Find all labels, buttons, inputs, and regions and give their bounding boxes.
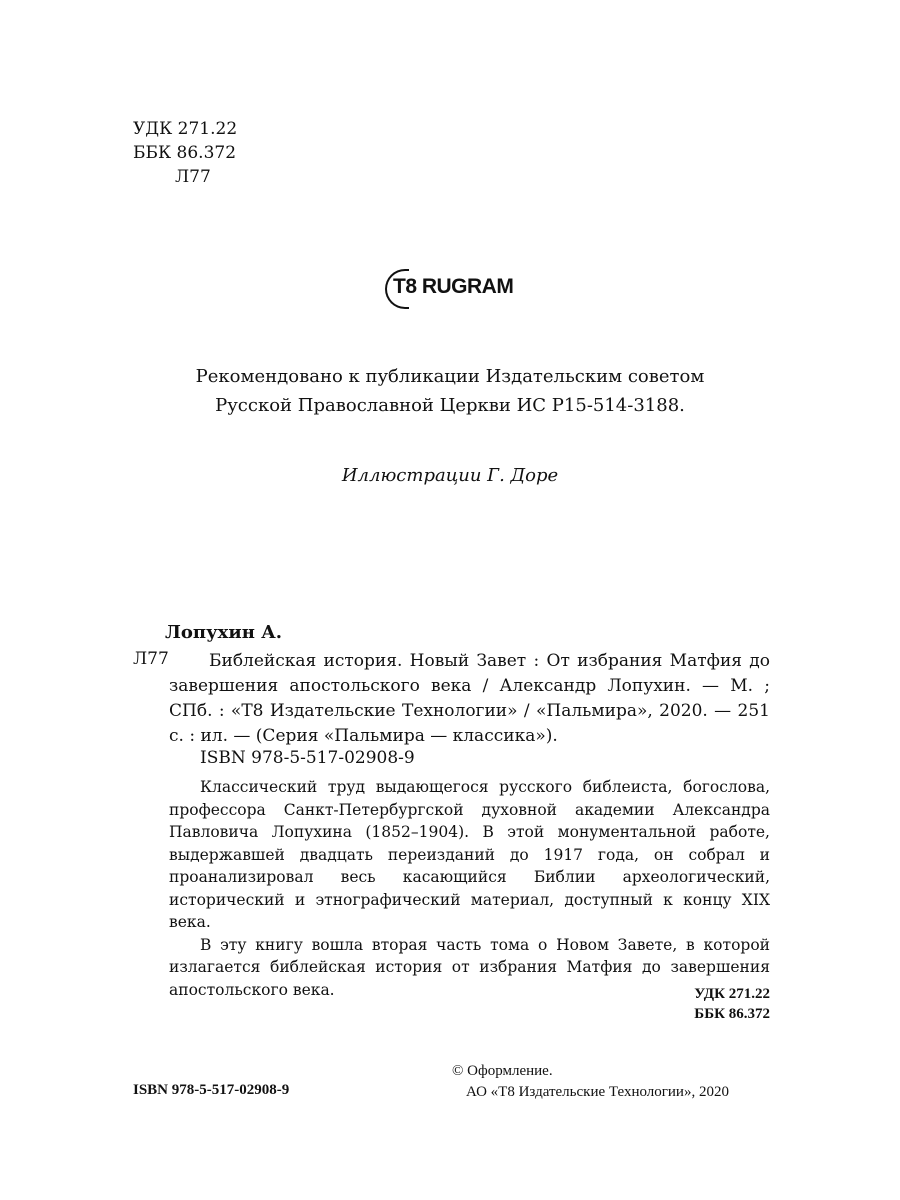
bbk-code: ББК 86.372 — [133, 143, 237, 163]
copyright-notice — [452, 1061, 729, 1103]
isbn-bottom: ISBN 978-5-517-02908-9 — [133, 1082, 290, 1098]
recommendation-line-2: Русской Православной Церкви ИС Р15-514-3188. — [215, 395, 685, 416]
catalog-author: Лопухин А. — [165, 622, 283, 643]
logo-ring-icon — [385, 269, 409, 309]
publisher-logo — [385, 266, 513, 308]
author-mark: Л77 — [175, 167, 211, 187]
copyright-line-2: АО «Т8 Издательские Технологии», 2020 — [466, 1084, 729, 1100]
catalog-isbn: ISBN 978-5-517-02908-9 — [200, 748, 415, 768]
footer-bbk-code: ББК 86.372 — [694, 1006, 770, 1022]
catalog-description-text: Библейская история. Новый Завет : От избрания Матфия до завершения апостольского века / Александр Лопухин. — М. ; СПб. : «Т8 Издательские Технологии» / «Пальмира», 2020. — 251 с. : ил. — (Серия «Пальмира — классика»). — [169, 651, 770, 746]
catalog-author-mark: Л77 — [133, 649, 169, 669]
illustrations-credit: Иллюстрации Г. Доре — [341, 465, 559, 486]
copyright-line-1: © Оформление. — [452, 1063, 553, 1079]
catalog-description — [169, 649, 770, 749]
annotation-paragraph-2: В эту книгу вошла вторая часть тома о Новом Завете, в которой излагается библейская история от избрания Матфия до завершения апостольского века. — [169, 935, 770, 999]
classification-codes — [133, 117, 237, 189]
annotation-paragraph-1: Классический труд выдающегося русского библеиста, богослова, профессора Санкт-Петербургской духовной академии Александра Павловича Лопухина (1852–1904). В этой монументальной работе, выдержавшей двадцать переизданий до 1917 года, он собрал и проанализировал весь касающийся Библии археологический, исторический и этнографический материал, доступный к концу XIX века. — [169, 778, 770, 931]
logo-text: T8 RUGRAM — [393, 275, 514, 298]
udk-code: УДК 271.22 — [133, 119, 238, 139]
footer-udk-code: УДК 271.22 — [694, 986, 770, 1002]
footer-classification-codes — [694, 984, 770, 1024]
annotation — [169, 776, 770, 1001]
recommendation-line-1: Рекомендовано к публикации Издательским советом — [195, 366, 705, 387]
recommendation-notice — [110, 362, 790, 420]
